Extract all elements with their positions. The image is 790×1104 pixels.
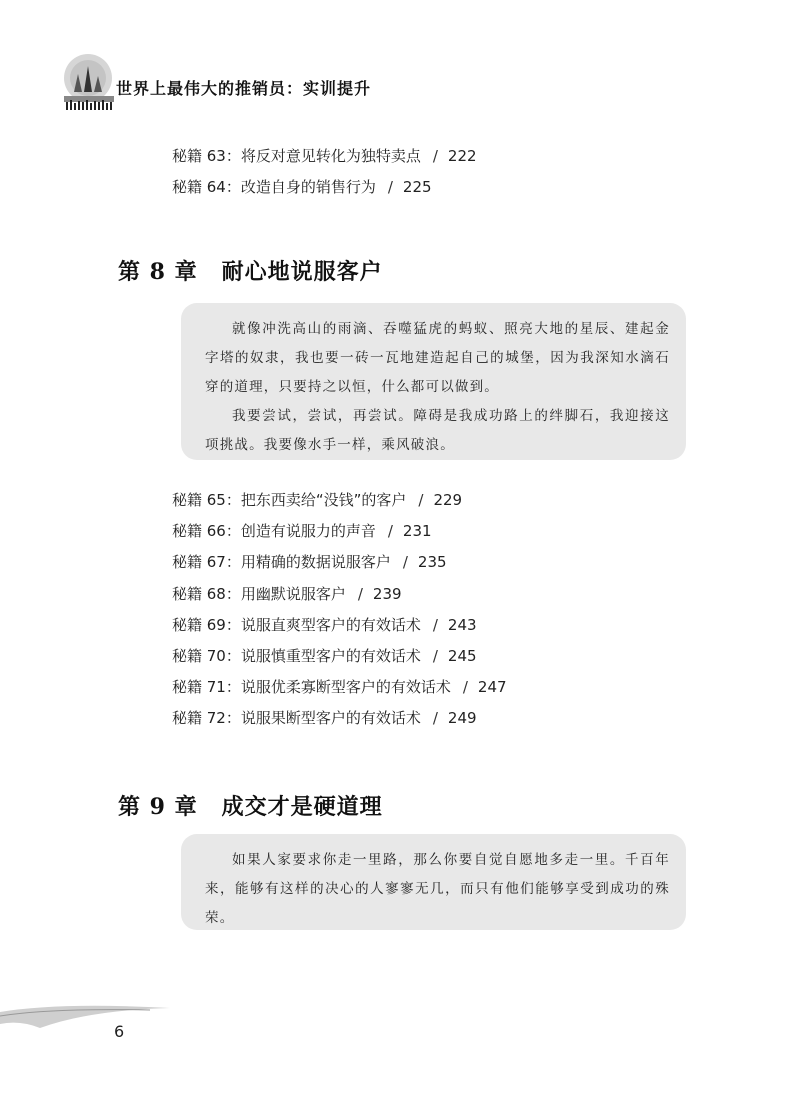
toc-entry-page: 247 — [477, 678, 507, 697]
toc-entry-page: 222 — [447, 147, 477, 165]
toc-entry-label: 秘籍 72：说服果断型客户的有效话术 — [172, 709, 421, 728]
quote-paragraph: 就像冲洗高山的雨滴、吞噬猛虎的蚂蚁、照亮大地的星辰、建起金字塔的奴隶，我也要一砖一瓦地建造起自己的城堡，因为我深知水滴石穿的道理，只要持之以恒，什么都可以做到。 — [205, 321, 670, 395]
toc-entry-label: 秘籍 68：用幽默说服客户 — [172, 584, 346, 603]
chapter-8-number: 第 8 章 — [118, 259, 198, 285]
toc-entry-label: 秘籍 71：说服优柔寡断型客户的有效话术 — [172, 678, 451, 697]
toc-entry-page: 245 — [447, 646, 477, 665]
toc-entry-label: 秘籍 65：把东西卖给“没钱”的客户 — [172, 491, 407, 509]
toc-separator: / — [432, 147, 438, 165]
quote-paragraph: 如果人家要求你走一里路，那么你要自觉自愿地多走一里。千百年来，能够有这样的决心的人寥寥无几，而只有他们能够享受到成功的殊荣。 — [205, 852, 670, 926]
running-header — [60, 52, 730, 122]
toc-separator: / — [432, 615, 438, 634]
toc-separator: / — [387, 178, 393, 197]
page-number: 6 — [114, 1022, 125, 1041]
toc-list-chapter-8 — [172, 485, 507, 735]
toc-entry-page: 225 — [402, 178, 432, 197]
toc-entry-label: 秘籍 67：用精确的数据说服客户 — [172, 553, 391, 572]
toc-entry-page: 231 — [402, 522, 432, 541]
toc-entry-page: 239 — [372, 584, 402, 603]
chapter-9-heading — [118, 790, 383, 821]
toc-separator: / — [462, 678, 468, 697]
toc-entry-page: 229 — [433, 491, 463, 509]
toc-entry-label: 秘籍 66：创造有说服力的声音 — [172, 522, 376, 541]
header-logo-icon — [60, 52, 118, 116]
toc-separator: / — [402, 553, 408, 572]
quote-paragraph: 我要尝试，尝试，再尝试。障碍是我成功路上的绊脚石，我迎接这项挑战。我要像水手一样，乘风破浪。 — [205, 408, 670, 453]
chapter-8-heading — [118, 255, 383, 286]
toc-entry-label: 秘籍 63：将反对意见转化为独特卖点 — [172, 147, 421, 165]
toc-entry-page: 243 — [447, 615, 477, 634]
toc-entry[interactable] — [172, 641, 507, 672]
chapter-8-title: 耐心地说服客户 — [221, 260, 383, 285]
toc-separator: / — [418, 491, 424, 509]
toc-entry-label: 秘籍 70：说服慎重型客户的有效话术 — [172, 646, 421, 665]
toc-entry[interactable] — [172, 703, 507, 734]
toc-entry[interactable] — [172, 141, 477, 172]
toc-entry-label: 秘籍 64：改造自身的销售行为 — [172, 178, 376, 197]
toc-entry[interactable] — [172, 610, 507, 641]
toc-entry-label: 秘籍 69：说服直爽型客户的有效话术 — [172, 615, 421, 634]
chapter-9-number: 第 9 章 — [118, 794, 198, 820]
toc-entry[interactable] — [172, 485, 507, 516]
toc-entry[interactable] — [172, 547, 507, 578]
toc-entry-page: 249 — [447, 709, 477, 728]
toc-separator: / — [387, 522, 393, 541]
toc-entry[interactable] — [172, 579, 507, 610]
toc-separator: / — [432, 709, 438, 728]
toc-separator: / — [432, 646, 438, 665]
toc-list-top — [172, 141, 477, 203]
footer-swoosh-decoration — [0, 1002, 170, 1032]
toc-entry-page: 235 — [417, 553, 447, 572]
book-title: 世界上最伟大的推销员：实训提升 — [116, 79, 372, 98]
toc-entry[interactable] — [172, 516, 507, 547]
toc-separator: / — [357, 584, 363, 603]
toc-entry[interactable] — [172, 172, 477, 203]
chapter-8-quote-box — [181, 303, 686, 460]
chapter-9-quote-box — [181, 834, 686, 930]
chapter-9-title: 成交才是硬道理 — [221, 795, 383, 820]
toc-entry[interactable] — [172, 672, 507, 703]
